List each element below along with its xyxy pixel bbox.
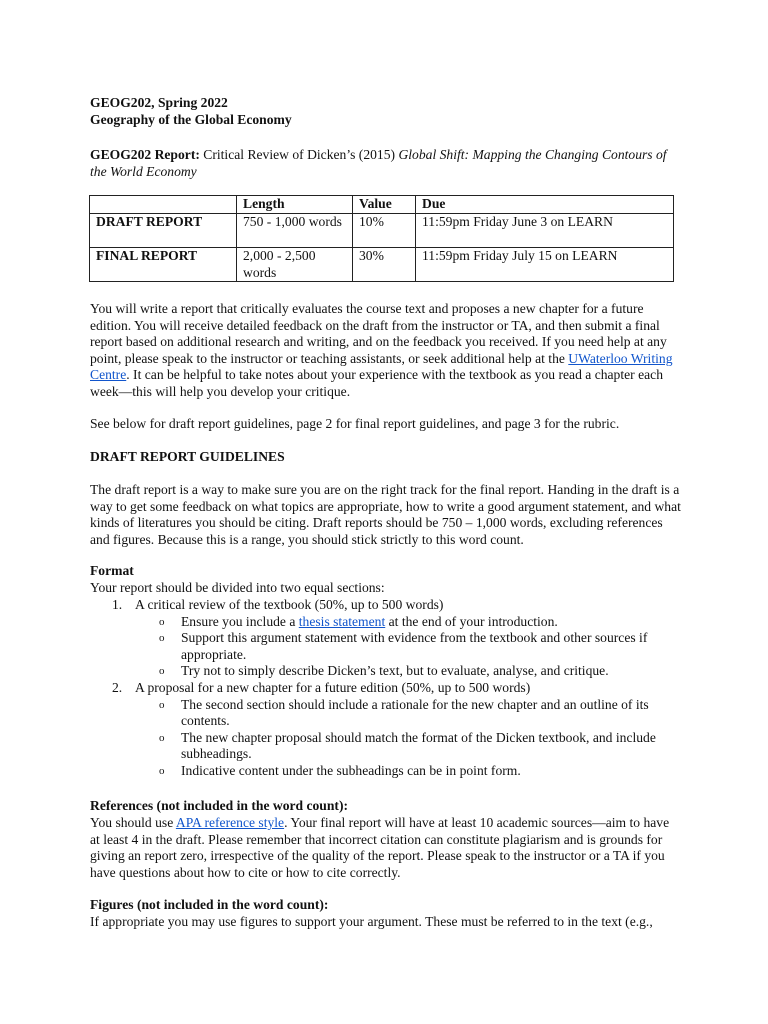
table-row — [90, 214, 674, 248]
table-header-row — [90, 196, 674, 214]
report-label: GEOG202 Report: — [90, 147, 200, 162]
table-header-cell: Value — [353, 196, 416, 214]
figures-heading: Figures (not included in the word count): — [90, 897, 329, 912]
draft-heading: DRAFT REPORT GUIDELINES — [90, 449, 285, 464]
references-heading: References (not included in the word count): — [90, 798, 349, 813]
figures-paragraph: If appropriate you may use figures to support your argument. These must be referred to in the text (e.g., — [90, 914, 653, 929]
course-header — [90, 95, 682, 128]
see-below-text: See below for draft report guidelines, page 2 for final report guidelines, and page 3 for the rubric. — [90, 416, 620, 431]
list-item: 1. A critical review of the textbook (50%, up to 500 words) — [112, 597, 444, 612]
sub-list-item: o Try not to simply describe Dicken’s text, but to evaluate, analyse, and critique. — [159, 663, 609, 679]
table-cell-name: DRAFT REPORT — [90, 214, 237, 248]
draft-paragraph: The draft report is a way to make sure you are on the right track for the final report. Handing in the draft is a way to get some feedback on what topics are appropriate, how to write a good argument statement, and what kinds of literatures you should be citing. Draft reports should be 750 – 1,000 words, excluding references and figures. Because this is a range, you should stick strictly to this word count. — [90, 482, 681, 547]
table-cell-due: 11:59pm Friday June 3 on LEARN — [416, 214, 674, 248]
thesis-statement-link[interactable]: thesis statement — [298, 613, 386, 629]
book-title: Global Shift: Mapping the Changing Contours of the World Economy — [90, 147, 667, 179]
sub-list-item: o The new chapter proposal should match the format of the Dicken textbook, and include subheadings. — [159, 729, 656, 762]
bullet-icon: o — [159, 632, 165, 645]
table-header-cell: Length — [237, 196, 353, 214]
table-cell-name: FINAL REPORT — [90, 248, 237, 282]
apa-style-link[interactable]: APA reference style — [175, 815, 285, 830]
course-line: GEOG202, Spring 2022 — [90, 95, 228, 110]
bullet-icon: o — [159, 615, 165, 628]
list-item: 2. A proposal for a new chapter for a future edition (50%, up to 500 words) — [112, 679, 531, 695]
table-cell-value: 30% — [353, 248, 416, 282]
references-paragraph: You should use APA reference style. Your final report will have at least 10 academic sources—aim to have at least 4 in the draft. Please remember that incorrect citation can constitute plagiarism and is grounds for giving an report zero, irrespective of the quality of the report. Please speak to the instructor or a TA if you have questions about how to cite or how to cite correctly. — [90, 815, 670, 880]
sub-list-item: o Ensure you include a thesis statement at the end of your introduction. — [159, 613, 558, 629]
bullet-icon: o — [159, 665, 165, 678]
report-text: Critical Review of Dicken’s (2015) — [199, 147, 399, 162]
deadlines-table — [89, 195, 674, 282]
table-header-cell: Due — [416, 196, 674, 214]
sub-list-item: o Indicative content under the subheadings can be in point form. — [159, 762, 521, 778]
report-line — [90, 147, 682, 180]
table-row — [90, 248, 674, 282]
course-title: Geography of the Global Economy — [90, 111, 292, 127]
format-list — [90, 597, 682, 780]
table-cell-due: 11:59pm Friday July 15 on LEARN — [416, 248, 674, 282]
table-cell-value: 10% — [353, 214, 416, 248]
sub-list-item: o Support this argument statement with evidence from the textbook and other sources if appropriate. — [159, 630, 648, 662]
format-intro: Your report should be divided into two equal sections: — [90, 580, 385, 595]
sub-list-item: o The second section should include a rationale for the new chapter and an outline of its contents. — [159, 696, 649, 729]
table-cell-length: 2,000 - 2,500 words — [237, 248, 353, 282]
bullet-icon: o — [159, 731, 165, 744]
bullet-icon: o — [159, 764, 165, 777]
writing-centre-link[interactable]: UWaterloo Writing Centre — [90, 350, 673, 383]
bullet-icon: o — [159, 698, 165, 711]
table-cell-length: 750 - 1,000 words — [237, 214, 353, 248]
table-header-cell — [90, 196, 237, 214]
format-heading: Format — [90, 563, 134, 578]
intro-paragraph: You will write a report that critically evaluates the course text and proposes a new chapter for a future edition. You will receive detailed feedback on the draft from the instructor or TA, and then submit a final report based on additional research and writing, and on the feedback you received. If you need help at any point, please speak to the instructor or teaching assistants, or seek additional help at the UWaterloo Writing Centre. It can be helpful to take notes about your experience with the textbook as you read a chapter each week—this will help you develop your critique. — [90, 301, 673, 399]
